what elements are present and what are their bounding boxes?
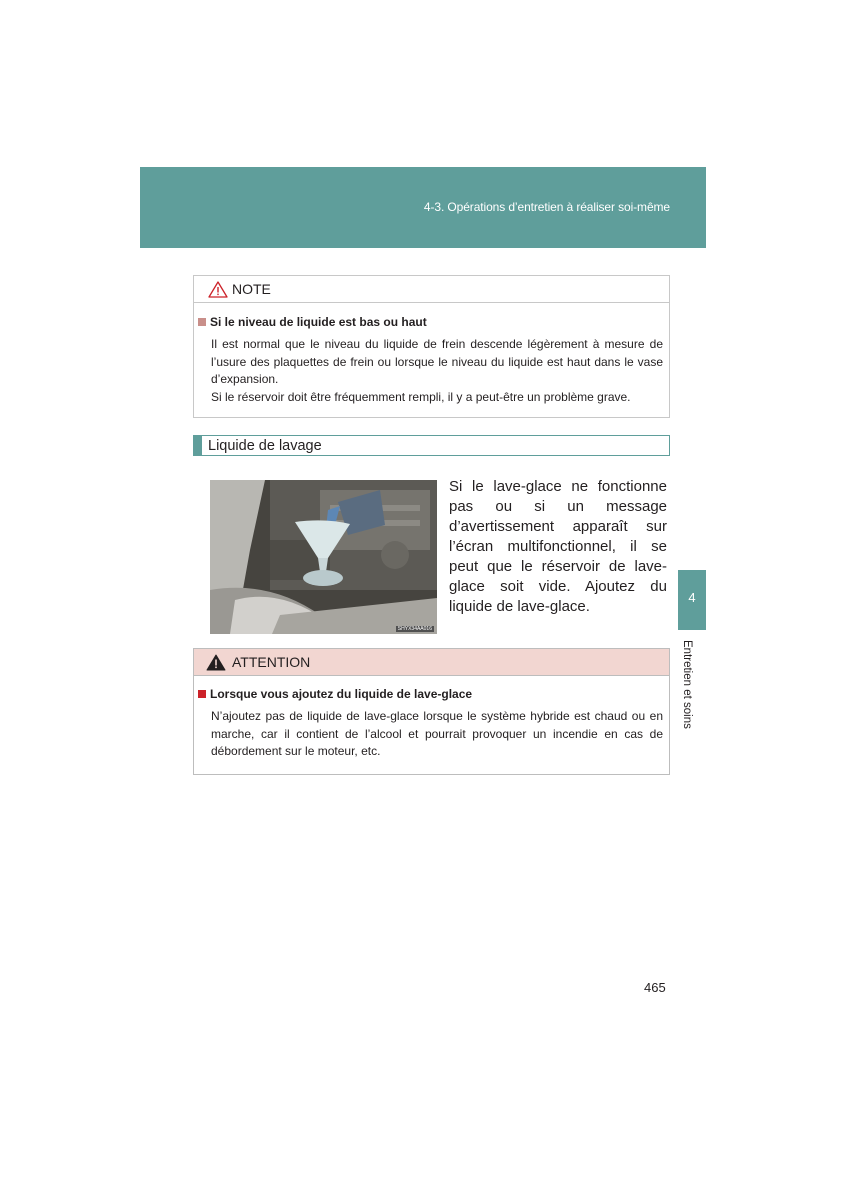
attention-header [194,649,669,676]
bullet-square-icon [198,690,206,698]
chapter-tab [678,570,706,630]
note-header [194,276,669,303]
attention-item-title-row [198,687,663,701]
note-paragraph: Il est normal que le niveau du liquide de frein descende légèrement à mesure de l’usure des plaquettes de frein ou lorsque le niveau du liquide est haut dans le vase d’expansion. [211,337,663,386]
bullet-square-icon [198,318,206,326]
section-heading-text: Liquide de lavage [208,437,322,454]
note-heading: NOTE [232,281,271,297]
section-heading-accent [194,436,202,455]
chapter-header-band [140,167,706,248]
washer-fluid-photo [210,480,437,634]
attention-paragraph: N’ajoutez pas de liquide de lave-glace lorsque le système hybride est chaud ou en marche, car il contient de l’alcool et pourrait provoquer un incendie en cas de débordement sur le moteur, etc. [211,709,663,758]
washer-instructions: Si le lave-glace ne fonctionne pas ou si un message d’avertissement apparaît sur l’écran multifonctionnel, il se peut que le réservoir de lave-glace soit vide. Ajoutez du liquide de lave-glace. [449,478,667,615]
page-number: 465 [644,980,666,995]
photo-reference-code: SHYX34AA016 [397,626,432,632]
note-item-title-row [198,315,663,329]
note-paragraph: Si le réservoir doit être fréquemment rempli, il y a peut-être un problème grave. [211,389,631,404]
section-breadcrumb: 4-3. Opérations d’entretien à réaliser soi-même [423,200,670,214]
attention-box [193,648,670,775]
warning-outline-icon [208,281,228,298]
warning-icon [206,654,226,671]
engine-bay-illustration [210,480,437,634]
chapter-label: Entretien et soins [681,640,693,729]
note-item-title: Si le niveau de liquide est bas ou haut [210,315,427,329]
attention-item-title: Lorsque vous ajoutez du liquide de lave-glace [210,687,473,701]
chapter-number: 4 [688,590,696,605]
note-box [193,275,670,418]
attention-heading: ATTENTION [232,654,311,670]
section-heading [193,435,670,456]
